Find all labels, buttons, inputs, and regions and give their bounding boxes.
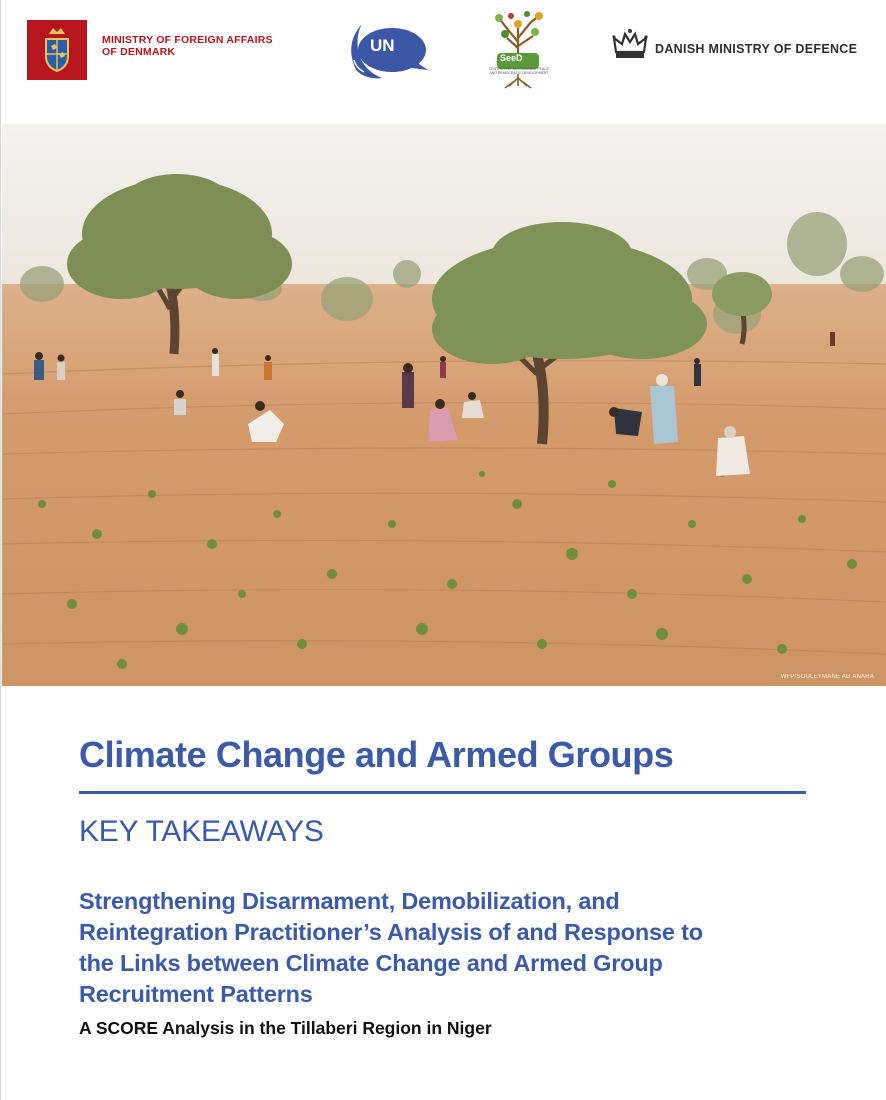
crown-icon xyxy=(612,28,648,62)
seed-logo-subtitle: CENTRE FOR SUSTAINABLE PEACE AND DEMOCRATIC DEVELOPMENT xyxy=(488,67,550,75)
partner-logos-header xyxy=(0,0,886,124)
un-logo-text: UN xyxy=(370,36,395,55)
mfa-name-line-1: MINISTRY OF FOREIGN AFFAIRS xyxy=(102,34,273,46)
document-subtitle xyxy=(79,886,799,1010)
mfa-denmark-name xyxy=(102,34,273,58)
subtitle-line-2: Reintegration Practitioner’s Analysis of and Response to xyxy=(79,919,703,945)
subtitle-line-4: Recruitment Patterns xyxy=(79,981,313,1007)
seed-tree-icon xyxy=(483,8,553,90)
subtitle-line-3: the Links between Climate Change and Armed Group xyxy=(79,950,663,976)
document-tagline: A SCORE Analysis in the Tillaberi Region in Niger xyxy=(79,1018,492,1038)
subtitle-line-1: Strengthening Disarmament, Demobilization, and xyxy=(79,888,620,914)
danish-coat-of-arms-icon xyxy=(27,20,87,80)
cover-photo-sahel-field xyxy=(2,124,886,686)
seed-logo-text: SeeD xyxy=(500,53,523,63)
document-title: Climate Change and Armed Groups xyxy=(79,734,674,775)
dmd-name: DANISH MINISTRY OF DEFENCE xyxy=(655,42,858,56)
title-divider xyxy=(79,791,806,794)
page-edge xyxy=(0,0,1,1100)
section-kicker: KEY TAKEAWAYS xyxy=(79,815,324,848)
mfa-name-line-2: OF DENMARK xyxy=(102,46,176,58)
photo-credit: WFP/SOULEYMANE AG ANARA xyxy=(780,674,874,680)
